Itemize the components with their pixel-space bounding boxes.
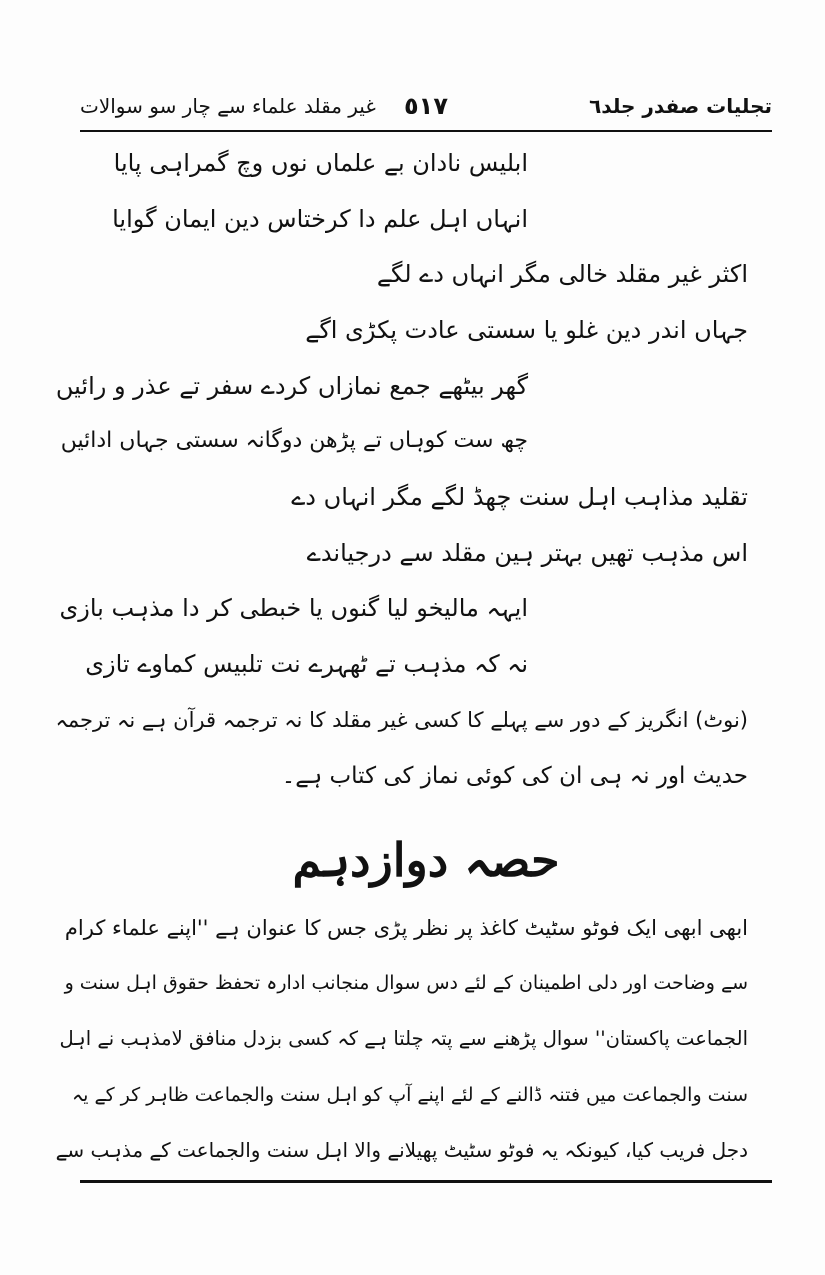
verse-line: ابلیس نادان بے علماں نوں وچ گمراہی پایا — [113, 149, 528, 177]
paragraph-line: الجماعت پاکستان'' سوال پڑھنے سے پتہ چلتا ہے کہ کسی بزدل منافق لامذہب نے اہل — [59, 1027, 748, 1050]
verse-line: تقلید مذاہب اہل سنت چھڈ لگے مگر انہاں دے — [291, 483, 748, 511]
verse-line: گھر بیٹھے جمع نمازاں کردے سفر تے عذر و رائیں — [55, 372, 528, 400]
footer-rule — [80, 1180, 772, 1183]
paragraph-line: ابھی ابھی ایک فوٹو سٹیٹ کاغذ پر نظر پڑی جس کا عنوان ہے ''اپنے علماء کرام — [64, 916, 748, 940]
verse-line: اس مذہب تھیں بہتر ہین مقلد سے درجیاندے — [306, 539, 748, 567]
verse-line: چھ ست کوہاں تے پڑھن دوگانہ سستی جہاں ادائیں — [60, 428, 528, 453]
header-rule — [80, 130, 772, 132]
verse-line: ایہہ مالیخو لیا گنوں یا خبطی کر دا مذہب بازی — [59, 594, 528, 622]
note-line: (نوٹ) انگریز کے دور سے پہلے کا کسی غیر مقلد کا نہ ترجمہ قرآن ہے نہ ترجمہ — [55, 708, 748, 732]
note-line: حدیث اور نہ ہی ان کی کوئی نماز کی کتاب ہے۔ — [281, 763, 748, 789]
verse-line: اکثر غیر مقلد خالی مگر انہاں دے لگے — [376, 260, 748, 288]
paragraph-line: سنت والجماعت میں فتنہ ڈالنے کے لئے اپنے آپ کو اہل سنت والجماعت ظاہر کر کے یہ — [71, 1084, 748, 1106]
chapter-title: غیر مقلد علماء سے چار سو سوالات — [80, 94, 376, 118]
section-heading: حصہ دوازدہم — [292, 833, 560, 887]
verse-line: جہاں اندر دین غلو یا سستی عادت پکڑی اگے — [305, 316, 748, 344]
verse-line: نہ کہ مذہب تے ٹھہرے نت تلبیس کماوے تازی — [85, 650, 528, 678]
page-header — [80, 88, 772, 124]
paragraph-line: دجل فریب کیا، کیونکہ یہ فوٹو سٹیٹ پھیلانے والا اہل سنت والجماعت کے مذہب سے — [55, 1138, 748, 1162]
page-number: ٥١٧ — [404, 92, 448, 120]
verse-line: انہاں اہل علم دا کرختاس دین ایمان گوایا — [112, 205, 528, 233]
book-title: تجلیات صفدر جلد٦ — [589, 94, 772, 118]
paragraph-line: سے وضاحت اور دلی اطمینان کے لئے دس سوال منجانب ادارہ تحفظ حقوق اہل سنت و — [64, 972, 748, 994]
